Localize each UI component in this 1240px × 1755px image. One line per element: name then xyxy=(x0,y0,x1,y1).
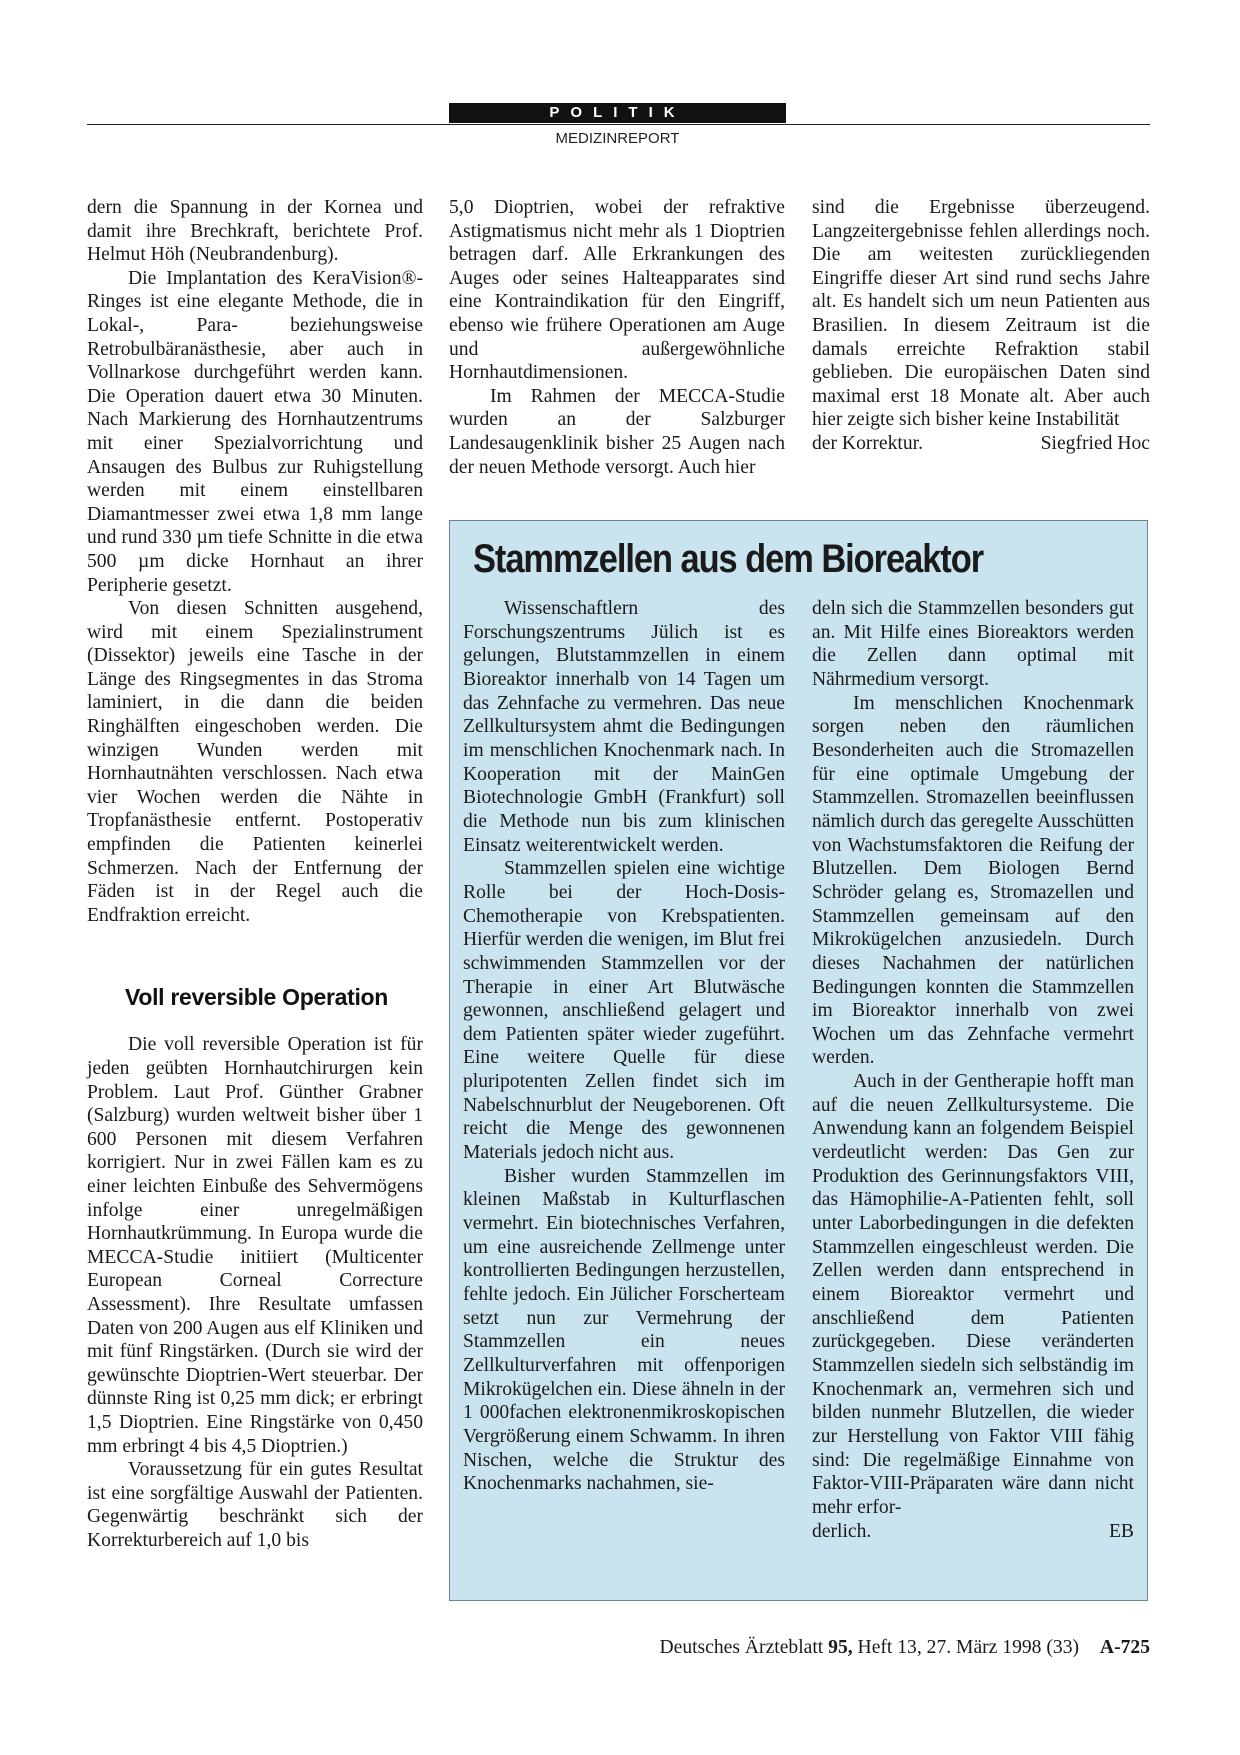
author-signature: Siegfried Hoc xyxy=(1040,432,1150,454)
paragraph: Die Implantation des KeraVision®-Ringes ist eine elegante Methode, die in Lokal-, Para- beziehungsweise Retrobulbäranästhesie, aber auch in Vollnarkose durchgeführt werden kann. Die Operation dauert etwa 30 Minuten. Nach Markierung des Hornhautzentrums mit einer Spezialvorrichtung und Ansaugen des Bulbus zur Ruhigstellung werden mit einem einstellbaren Diamantmesser zwei etwa 1,8 mm lange und rund 330 µm tiefe Schnitte in die etwa 500 µm dicke Hornhaut an ihrer Peripherie gesetzt. xyxy=(87,267,423,596)
box-column-left xyxy=(463,597,785,1496)
paragraph: dern die Spannung in der Kornea und damit ihre Brechkraft, berichtete Prof. Helmut Höh (Neubrandenburg). xyxy=(87,197,423,266)
paragraph: Wissenschaftlern des Forschungszentrums Jülich ist es gelungen, Blutstammzellen in einem Bioreaktor innerhalb von 14 Tagen um das Zehnfache zu vermehren. Das neue Zellkultursystem ahmt die Bedingungen im menschlichen Knochenmark nach. In Kooperation mit der MainGen Biotechnologie GmbH (Frankfurt) soll die Methode nun bis zum klinischen Einsatz weiterentwickelt werden. xyxy=(463,598,785,856)
issue-info: Heft 13, 27. März 1998 (33) xyxy=(857,1637,1080,1658)
section-banner: POLITIK xyxy=(449,103,786,123)
paragraph: Von diesen Schnitten ausgehend, wird mit einem Spezialinstrument (Dissektor) jeweils eine Tasche in der Länge des Ringsegmentes in das Stroma laminiert, in die dann die beiden Ringhälften eingeschoben werden. Die winzigen Wunden werden mit Hornhautnähten verschlossen. Nach etwa vier Wochen werden die Nähte in Tropfanästhesie entfernt. Postoperativ empfinden die Patienten keinerlei Schmerzen. Nach der Entfernung der Fäden ist in der Regel auch die Endfraktion erreicht. xyxy=(87,598,423,926)
header-rule xyxy=(87,124,1150,125)
last-line-text: der Korrektur. xyxy=(812,432,923,454)
paragraph: sind die Ergebnisse überzeugend. Langzeitergebnisse fehlen allerdings noch. Die am weitesten zurückliegenden Eingriffe dieser Art sind rund sechs Jahre alt. Es handelt sich um neun Patienten aus Brasilien. In diesem Zeitraum ist die damals erreichte Refraktion stabil geblieben. Die europäischen Daten sind maximal erst 18 Monate alt. Aber auch hier zeigte sich bisher keine Instabilität xyxy=(812,197,1150,431)
subsection-label: MEDIZINREPORT xyxy=(555,130,680,147)
journal-name: Deutsches Ärzteblatt xyxy=(659,1637,824,1658)
article-column-1 xyxy=(87,196,423,1552)
paragraph: Auch in der Gentherapie hofft man auf die neuen Zellkultursysteme. Die Anwendung kann an folgendem Beispiel verdeutlicht werden: Das Gen zur Produktion des Gerinnungsfaktors VIII, das Hämophilie-A-Patienten fehlt, soll unter Laborbedingungen in die defekten Stammzellen eingeschleust werden. Die Zellen werden dann entsprechend in einem Bioreaktor vermehrt und anschließend dem Patienten zurückgegeben. Diese veränderten Stammzellen siedeln sich selbständig im Knochenmark an, vermehren sich und bilden nunmehr Blutzellen, die wieder zur Herstellung von Faktor VIII fähig sind: Die regelmäßige Einnahme von Faktor-VIII-Präparaten wäre dann nicht mehr erfor- xyxy=(812,1071,1134,1518)
section-subheading: Voll reversible Operation xyxy=(125,984,389,1011)
article-column-3 xyxy=(812,196,1150,456)
box-title: Stammzellen aus dem Bioreaktor xyxy=(473,537,984,581)
paragraph: Voraussetzung für ein gutes Resultat ist eine sorgfältige Auswahl der Patienten. Gegenwärtig beschränkt sich der Korrekturbereich auf 1,0 bis xyxy=(87,1459,423,1551)
paragraph: deln sich die Stammzellen besonders gut an. Mit Hilfe eines Bioreaktors werden die Zellen dann optimal mit Nährmedium versorgt. xyxy=(812,598,1134,690)
article-column-2 xyxy=(449,196,785,479)
paragraph-last-line xyxy=(812,1520,1134,1544)
box-column-right xyxy=(812,597,1134,1543)
paragraph: Im menschlichen Knochenmark sorgen neben den räumlichen Besonderheiten auch die Stromazellen für eine optimale Umgebung der Stammzellen. Stromazellen beeinflussen nämlich durch das geregelte Ausschütten von Wachstumsfaktoren die Reifung der Blutzellen. Dem Biologen Bernd Schröder gelang es, Stromazellen und Stammzellen gemeinsam auf den Mikrokügelchen anzusiedeln. Durch dieses Nachahmen der natürlichen Bedingungen konnten die Stammzellen im Bioreaktor innerhalb von zwei Wochen um das Zehnfache vermehrt werden. xyxy=(812,692,1134,1069)
paragraph: Im Rahmen der MECCA-Studie wurden an der Salzburger Landesaugenklinik bisher 25 Augen nach der neuen Methode versorgt. Auch hier xyxy=(449,385,785,478)
paragraph-last-line xyxy=(812,432,1150,456)
last-line-text: derlich. xyxy=(812,1520,872,1542)
paragraph: 5,0 Dioptrien, wobei der refraktive Astigmatismus nicht mehr als 1 Dioptrien betragen darf. Alle Erkrankungen des Auges oder seines Halteapparates sind eine Kontraindikation für den Eingriff, ebenso wie frühere Operationen am Auge und außergewöhnliche Hornhautdimensionen. xyxy=(449,197,785,384)
paragraph: Stammzellen spielen eine wichtige Rolle bei der Hoch-Dosis-Chemotherapie von Krebspatienten. Hierfür werden die wenigen, im Blut frei schwimmenden Stammzellen vor der Therapie in einer Art Blutwäsche gewonnen, anschließend gelagert und dem Patienten später wieder zugeführt. Eine weitere Quelle für diese pluripotenten Zellen findet sich im Nabelschnurblut der Neugeborenen. Oft reicht die Menge des gewonnenen Materials jedoch nicht aus. xyxy=(463,858,785,1164)
volume-number: 95, xyxy=(828,1637,853,1658)
paragraph: Bisher wurden Stammzellen im kleinen Maßstab in Kulturflaschen vermehrt. Ein biotechnisches Verfahren, um eine ausreichende Zellmenge unter kontrollierten Bedingungen herzustellen, fehlte jedoch. Ein Jülicher Forscherteam setzt nun zur Vermehrung der Stammzellen ein neues Zellkulturverfahren mit offenporigen Mikrokügelchen ein. Diese ähneln in der 1 000fachen elektronenmikroskopischen Vergrößerung einem Schwamm. In ihren Nischen, welche die Struktur des Knochenmarks nachahmen, sie- xyxy=(463,1165,785,1495)
paragraph: Die voll reversible Operation ist für jeden geübten Hornhautchirurgen kein Problem. Laut Prof. Günther Grabner (Salzburg) wurden weltweit bisher über 1 600 Personen mit diesem Verfahren korrigiert. Nur in zwei Fällen kam es zu einer leichten Einbuße des Sehvermögens infolge einer unregelmäßigen Hornhautkrümmung. In Europa wurde die MECCA-Studie initiiert (Multicenter European Corneal Correcture Assessment). Ihre Resultate umfassen Daten von 200 Augen aus elf Kliniken und mit fünf Ringstärken. (Durch sie wird der gewünschte Dioptrien-Wert steuerbar. Der dünnste Ring ist 0,25 mm dick; er erbringt 1,5 Dioptrien. Eine Ringstärke von 0,450 mm erbringt 4 bis 4,5 Dioptrien.) xyxy=(87,1034,423,1457)
author-signature: EB xyxy=(1108,1520,1134,1542)
page-number: A-725 xyxy=(1099,1637,1150,1658)
page-footer xyxy=(620,1637,1150,1659)
